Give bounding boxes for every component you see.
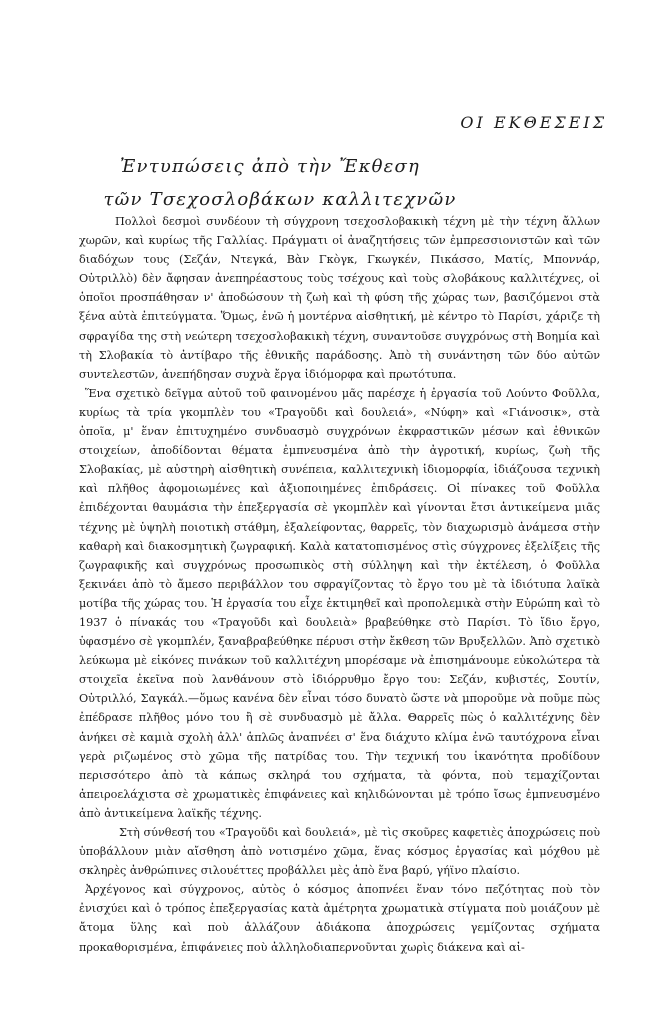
paragraph-2: Ἕνα σχετικὸ δεῖγμα αὐτοῦ τοῦ φαινομένου μᾶς παρέσχε ἡ ἐργασία τοῦ Λούντο Φοῦλλα, κυρίως τὰ τρία γκομπλὲν του «Τραγοῦδι καὶ δουλειά», «Νύφη» καὶ «Γιάνοσικ», στὰ ὁποῖα, μ' ἕναν ἐπιτυχημένο συνδυασμὸ συγχρόνων ἐκφραστικῶν μέσων καὶ ἐθνικῶν στοιχείων, ἀποδίδονται θέματα ἐμπνευσμένα ἀπὸ τὴν ἀγροτική, κυρίως, ζωὴ τῆς Σλοβακίας, μὲ αὐστηρὴ αἰσθητικὴ συνέπεια, καλλιτεχνικὴ ἰδιομορφία, ἰδιάζουσα τεχνικὴ καὶ πλῆθος ἀφομοιωμένες καὶ ἀξιοποιημένες ἐπιδράσεις. Οἱ πίνακες τοῦ Φοῦλλα ἐπιδέχονται θαυμάσια τὴν ἐπεξεργασία σὲ γκομπλὲν καὶ γίνονται ἔτσι ἀντικείμενα μιᾶς τέχνης μὲ ὑψηλὴ ποιοτικὴ στάθμη, ἐξαλείφοντας, θαρρεῖς, τὸν διαχωρισμὸ ἀνάμεσα στὴν καθαρὴ καὶ διακοσμητικὴ ζωγραφική. Καλὰ κατατοπισμένος στὶς σύγχρονες ἐξελίξεις τῆς ζωγραφικῆς καὶ συγχρόνως προσωπικὸς στὴ σύλληψη καὶ τὴν ἐκτέλεση, ὁ Φοῦλλα ξεκινάει ἀπὸ τὸ ἄμεσο περιβάλλον του σφραγίζοντας τὸ ἔργο του μὲ τὰ ἰδιότυπα λαϊκὰ μοτίβα τῆς χώρας του. Ἡ ἐργασία του εἶχε ἐκτιμηθεῖ καὶ προπολεμικὰ στὴν Εὐρώπη καὶ τὸ 1937 ὁ πίνακάς του «Τραγοῦδι καὶ δουλειὰ» βραβεύθηκε στὸ Παρίσι. Τὸ ἴδιο ἔργο, ὑφασμένο σὲ γκομπλέν, ξαναβραβεύθηκε πέρυσι στὴν ἔκθεση τῶν Βρυξελλῶν. Ἀπὸ σχετικὸ λεύκωμα μὲ εἰκόνες πινάκων τοῦ καλλιτέχνη μπορέσαμε νὰ ἐπισημάνουμε εὐκολώτερα τὰ στοιχεῖα ἐκεῖνα ποὺ λανθάνουν στὸ ἰδιόρρυθμο ἔργο του: Σεζάν, κυβιστές, Σουτίν, Οὐτριλλό, Σαγκάλ.—ὅμως κανένα δὲν εἶναι τόσο δυνατὸ ὥστε νὰ μποροῦμε νὰ ποῦμε πὼς ἐπέδρασε πλῆθος μόνο του ἢ σὲ συνδυασμὸ μὲ ἄλλα. Θαρρεῖς πὼς ὁ καλλιτέχνης δὲν ἀνήκει σὲ καμιὰ σχολὴ ἀλλ' ἁπλῶς ἀναπνέει σ' ἕνα διάχυτο κλίμα ἐνῶ ταυτόχρονα εἶναι γερὰ ριζωμένος στὸ χῶμα τῆς πατρίδας του. Τὴν τεχνική του ἱκανότητα προδίδουν περισσότερο ἀπὸ τὰ κάπως σκληρά του σχήματα, τὰ φόντα, ποὺ τεμαχίζονται ἀπειροελάχιστα σὲ χρωματικὲς ἐπιφάνειες καὶ κηλιδώνονται μὲ τρόπο ἴσως ἐμπνευσμένο ἀπὸ ἀντικείμενα λαϊκῆς τέχνης. <box>79 386 600 820</box>
section-label: ΟΙ ΕΚΘΕΣΕΙΣ <box>460 113 607 132</box>
paragraph-4: Ἀρχέγονος καὶ σύγχρονος, αὐτὸς ὁ κόσμος ἀποπνέει ἕναν τόνο πεζότητας ποὺ τὸν ἐνισχύει καὶ ὁ τρόπος ἐπεξεργασίας κατὰ ἀμέτρητα χρωματικὰ στίγματα ποὺ μοιάζουν μὲ ἄτομα ὕλης καὶ ποὺ ἀλλάζουν ἀδιάκοπα ἀποχρώσεις γεμίζοντας σχήματα προκαθορισμένα, ἐπιφάνειες ποὺ ἀλληλοδιαπερνοῦνται χωρὶς διάκενα καὶ αἰ- <box>79 883 600 954</box>
article-title-line-2: τῶν Τσεχοσλοβάκων καλλιτεχνῶν <box>103 189 457 210</box>
paragraph-1: Πολλοὶ δεσμοὶ συνδέουν τὴ σύγχρονη τσεχοσλοβακικὴ τέχνη μὲ τὴν τέχνη ἄλλων χωρῶν, καὶ κυρίως τῆς Γαλλίας. Πράγματι οἱ ἀναζητήσεις τῶν ἐμπρεσσιονιστῶν καὶ τῶν διαδόχων τους (Σεζάν, Ντεγκά, Βὰν Γκὸγκ, Γκωγκέν, Πικάσσο, Ματίς, Μποννάρ, Οὐτριλλὸ) δὲν ἄφησαν ἀνεπηρέαστους τοὺς τσέχους καὶ τοὺς σλοβάκους καλλιτέχνες, οἱ ὁποῖοι προσπάθησαν ν' ἀποδώσουν τὴ ζωὴ καὶ τὴ φύση τῆς χώρας των, βασιζόμενοι στὰ ξένα αὐτὰ ἐπιτεύγματα. Ὅμως, ἐνῶ ἡ μοντέρνα αἰσθητική, μὲ κέντρο τὸ Παρίσι, χάριζε τὴ σφραγίδα της στὴ νεώτερη τσεχοσλοβακικὴ τέχνη, συναντοῦσε συγχρόνως στὴ Βοημία καὶ τὴ Σλοβακία τὸ ἀντίβαρο τῆς ἐθνικῆς παράδοσης. Ἀπὸ τὴ συνάντηση τῶν δύο αὐτῶν συντελεστῶν, ἀνεπήδησαν συχνὰ ἔργα ἰδιόμορφα καὶ πρωτότυπα. <box>79 215 600 381</box>
paragraph-3: Στὴ σύνθεσή του «Τραγοῦδι καὶ δουλειά», μὲ τὶς σκοῦρες καφετιὲς ἀποχρώσεις ποὺ ὑποβάλλουν μιὰν αἴσθηση ἀπὸ νοτισμένο χῶμα, ἕνας κόσμος ἐργασίας καὶ μόχθου μὲ σκληρὲς ἀνθρώπινες σιλουέττες προβάλλει μὲς ἀπὸ ἕνα βαρύ, γήϊνο πλαίσιο. <box>79 826 600 878</box>
article-title-line-1: Ἐντυπώσεις ἀπὸ τὴν Ἔκθεση <box>120 156 420 177</box>
article-body <box>79 212 600 957</box>
article-title <box>103 150 480 216</box>
